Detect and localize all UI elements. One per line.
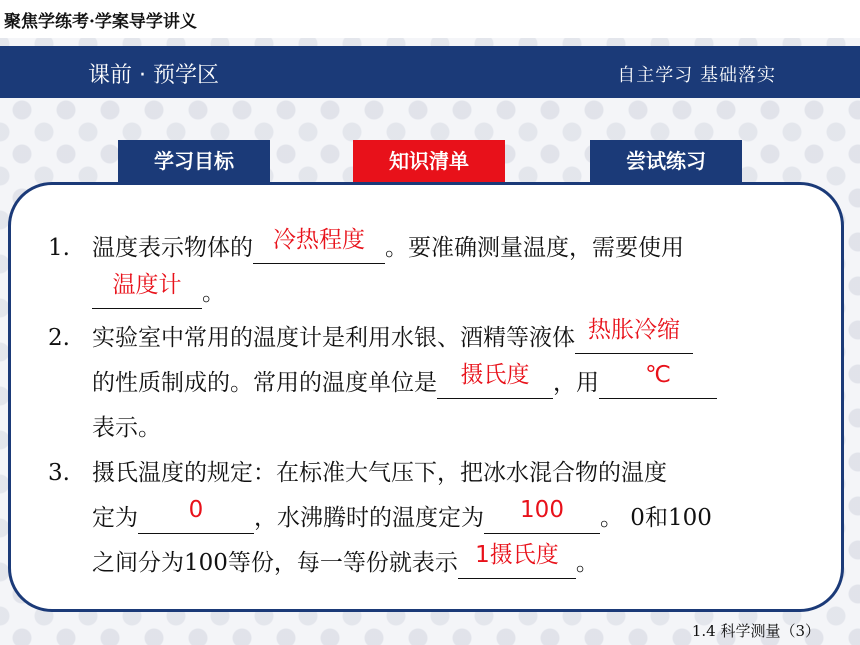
answer-text: 冷热程度 [273,227,365,253]
answer-blank [575,317,693,354]
list-item-continued [48,406,828,451]
answer-text: ℃ [645,362,671,388]
item-text: 摄氏温度的规定：在标准大气压下，把冰水混合物的温度 [92,460,667,486]
item-text: 。要准确测量温度，需要使用 [385,235,684,261]
section-title: 课前 · 预学区 [88,63,219,88]
list-item-continued [48,271,828,316]
item-text: 之间分为100等份，每一等份就表示 [92,550,458,576]
page-footer: 1.4 科学测量（3） [691,622,820,640]
item-text: 表示。 [92,415,161,441]
section-subtitle: 自主学习 基础落实 [617,65,776,86]
answer-blank [458,542,576,579]
answer-text: 摄氏度 [460,362,530,388]
item-number: 3. [48,460,70,486]
top-bar [0,0,860,38]
answer-blank [92,272,202,309]
list-item [48,226,828,271]
section-band [0,46,860,98]
item-text: ，水沸腾时的温度定为 [254,505,484,531]
answer-text: 1摄氏度 [475,542,559,568]
answer-text: 温度计 [112,272,182,298]
answer-blank [138,497,254,534]
item-number: 2. [48,325,70,351]
knowledge-list [48,226,828,586]
item-text: 。 [575,550,599,576]
item-number: 1. [48,235,70,261]
list-item-continued [48,361,828,406]
list-item [48,451,828,496]
answer-blank [599,362,717,399]
item-text: ，用 [553,370,599,396]
tab-try-exercises[interactable]: 尝试练习 [590,140,742,184]
list-item [48,316,828,361]
item-text: 定为 [92,505,138,531]
list-item-continued [48,541,828,586]
tab-knowledge-list[interactable]: 知识清单 [353,140,505,184]
answer-text: 热胀冷缩 [588,317,680,343]
item-text: 温度表示物体的 [92,235,253,261]
series-title: 聚焦学练考·学案导学讲义 [4,12,197,32]
item-text: 。 [202,280,225,306]
item-text: 。 0和100 [600,505,712,531]
item-text: 的性质制成的。常用的温度单位是 [92,370,437,396]
answer-blank [253,227,385,264]
answer-blank [484,497,600,534]
answer-text: 100 [520,497,564,523]
answer-text: 0 [188,497,204,523]
tab-learning-goals[interactable]: 学习目标 [118,140,270,184]
list-item-continued [48,496,828,541]
item-text: 实验室中常用的温度计是利用水银、酒精等液体 [92,325,575,351]
answer-blank [437,362,553,399]
